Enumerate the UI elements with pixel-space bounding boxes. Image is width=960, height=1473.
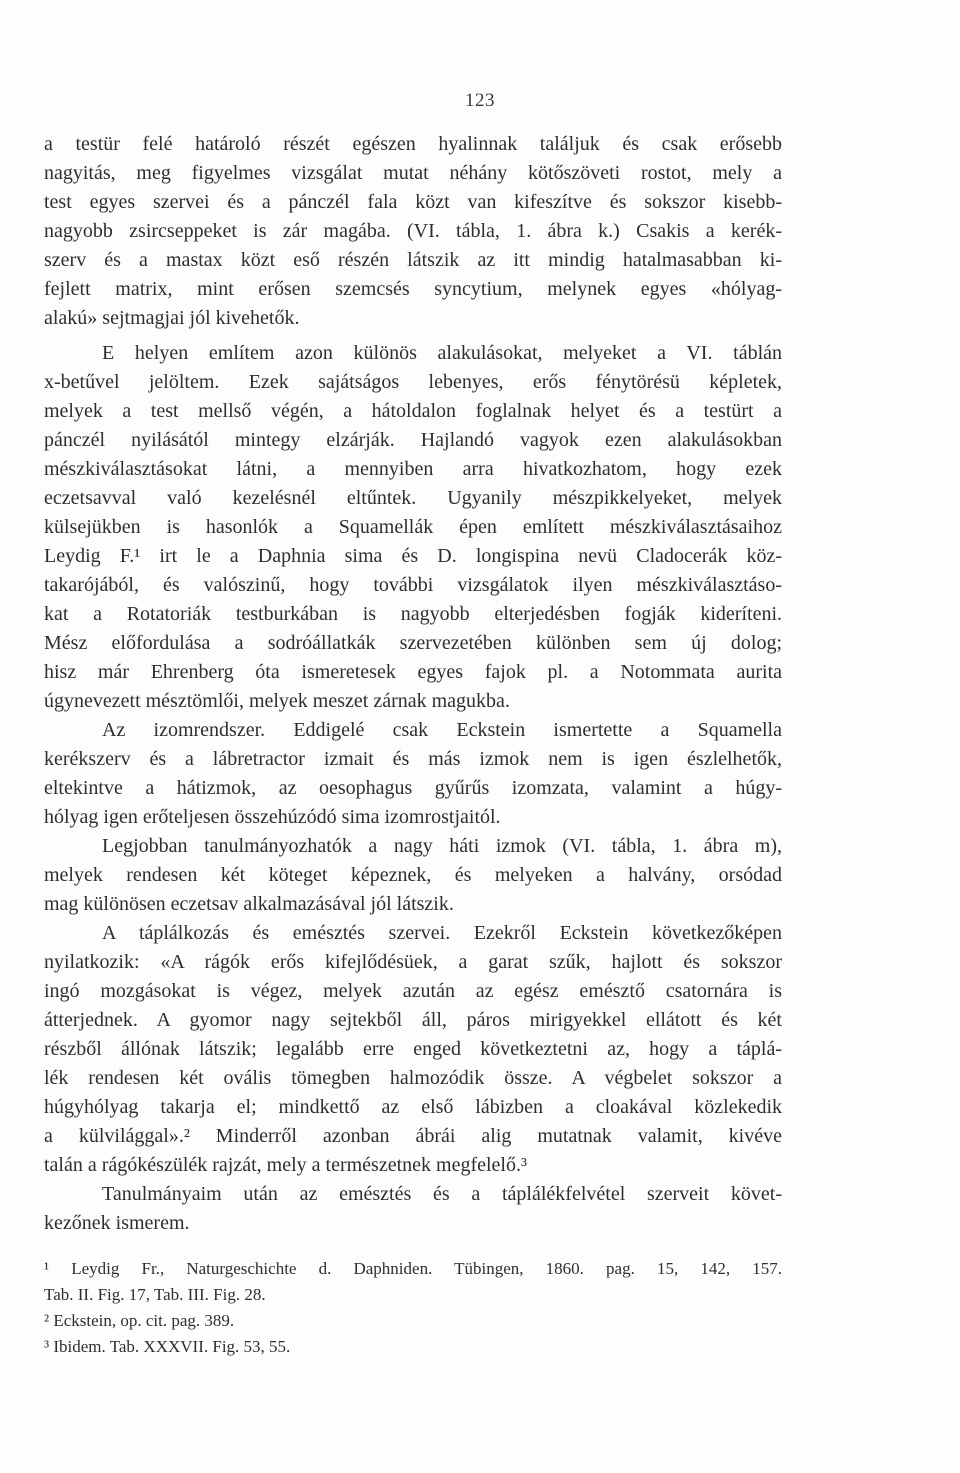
text-line: kezőnek ismerem. <box>44 1212 190 1234</box>
text-line: eczetsavval való kezelésnél eltűntek. Ugyanily mészpikkelyeket, melyek <box>44 487 782 509</box>
text-line: külsejükben is hasonlók a Squamellák épen említett mészkiválasztásaihoz <box>44 516 782 538</box>
text-line: x-betűvel jelöltem. Ezek sajátságos lebenyes, erős fénytörésü képletek, <box>44 371 782 393</box>
text-line: alakú» sejtmagjai jól kivehetők. <box>44 307 300 329</box>
footnote-1-continued: Tab. II. Fig. 17, Tab. III. Fig. 28. <box>44 1285 266 1304</box>
text-line: eltekintve a hátizmok, az oesophagus gyűrűs izomzata, valamint a húgy- <box>44 777 782 799</box>
text-line: hólyag igen erőteljesen összehúzódó sima izomrostjaitól. <box>44 806 501 828</box>
text-line: takarójából, és valószinű, hogy további vizsgálatok ilyen mészkiválasztáso- <box>44 574 782 596</box>
footnote-3: ³ Ibidem. Tab. XXXVII. Fig. 53, 55. <box>44 1337 291 1356</box>
text-line: nyilatkozik: «A rágók erős kifejlődésüek, a garat szűk, hajlott és sokszor <box>44 951 782 973</box>
text-line: Tanulmányaim után az emésztés és a táplálékfelvétel szerveit követ- <box>102 1183 782 1205</box>
text-line: nagyobb zsircseppeket is zár magába. (VI. tábla, 1. ábra k.) Csakis a kerék- <box>44 220 782 242</box>
text-line: Az izomrendszer. Eddigelé csak Eckstein ismertette a Squamella <box>102 719 782 741</box>
text-line: ingó mozgásokat is végez, melyek azután az egész emésztő csatornára is <box>44 980 782 1002</box>
text-line: kat a Rotatoriák testburkában is nagyobb elterjedésben fogják kideríteni. <box>44 603 782 625</box>
text-line: E helyen említem azon különös alakulásokat, melyeket a VI. táblán <box>102 342 782 364</box>
text-line: talán a rágókészülék rajzát, mely a természetnek megfelelő.³ <box>44 1154 527 1176</box>
text-line: a testür felé határoló részét egészen hyalinnak találjuk és csak erősebb <box>44 133 782 155</box>
text-line: Leydig F.¹ irt le a Daphnia sima és D. longispina nevü Cladocerák köz- <box>44 545 782 567</box>
text-line: Legjobban tanulmányozhatók a nagy háti izmok (VI. tábla, 1. ábra m), <box>102 835 782 857</box>
text-line: fejlett matrix, mint erősen szemcsés syncytium, melynek egyes «hólyag- <box>44 278 782 300</box>
text-line: húgyhólyag takarja el; mindkettő az első lábizben a cloakával közlekedik <box>44 1096 782 1118</box>
text-line: pánczél nyilásától mintegy elzárják. Hajlandó vagyok ezen alakulásokban <box>44 429 782 451</box>
text-line: nagyitás, meg figyelmes vizsgálat mutat néhány kötőszöveti rostot, mely a <box>44 162 782 184</box>
text-line: test egyes szervei és a pánczél fala közt van kifeszítve és sokszor kisebb- <box>44 191 782 213</box>
text-line: kerékszerv és a lábretractor izmait és más izmok nem is igen észlelhetők, <box>44 748 782 770</box>
text-line: úgynevezett mésztömlői, melyek meszet zárnak magukba. <box>44 690 510 712</box>
page-number: 123 <box>465 90 495 111</box>
text-line: mészkiválasztásokat látni, a mennyiben arra hivatkozhatom, hogy ezek <box>44 458 782 480</box>
text-line: melyek a test mellső végén, a hátoldalon foglalnak helyet és a testürt a <box>44 400 782 422</box>
text-line: Mész előfordulása a sodróállatkák szervezetében különben sem új dolog; <box>44 632 782 654</box>
text-line: A táplálkozás és emésztés szervei. Ezekről Eckstein következőképen <box>102 922 782 944</box>
text-line: átterjednek. A gyomor nagy sejtekből áll, páros mirigyekkel ellátott és két <box>44 1009 782 1031</box>
text-line: részből állónak látszik; legalább erre enged következtetni az, hogy a táplá- <box>44 1038 782 1060</box>
footnote-2: ² Eckstein, op. cit. pag. 389. <box>44 1311 235 1330</box>
text-line: melyek rendesen két köteget képeznek, és melyeken a halvány, orsódad <box>44 864 782 886</box>
text-line: mag különösen eczetsav alkalmazásával jól látszik. <box>44 893 454 915</box>
text-line: szerv és a mastax közt eső részén látszik az itt mindig hatalmasabban ki- <box>44 249 782 271</box>
text-line: a külvilággal».² Minderről azonban ábrái alig mutatnak valamit, kivéve <box>44 1125 782 1147</box>
text-line: hisz már Ehrenberg óta ismeretesek egyes fajok pl. a Notommata aurita <box>44 661 782 683</box>
footnote-1: ¹ Leydig Fr., Naturgeschichte d. Daphniden. Tübingen, 1860. pag. 15, 142, 157. <box>44 1259 782 1278</box>
text-line: lék rendesen két ovális tömegben halmozódik össze. A végbelet sokszor a <box>44 1067 782 1089</box>
